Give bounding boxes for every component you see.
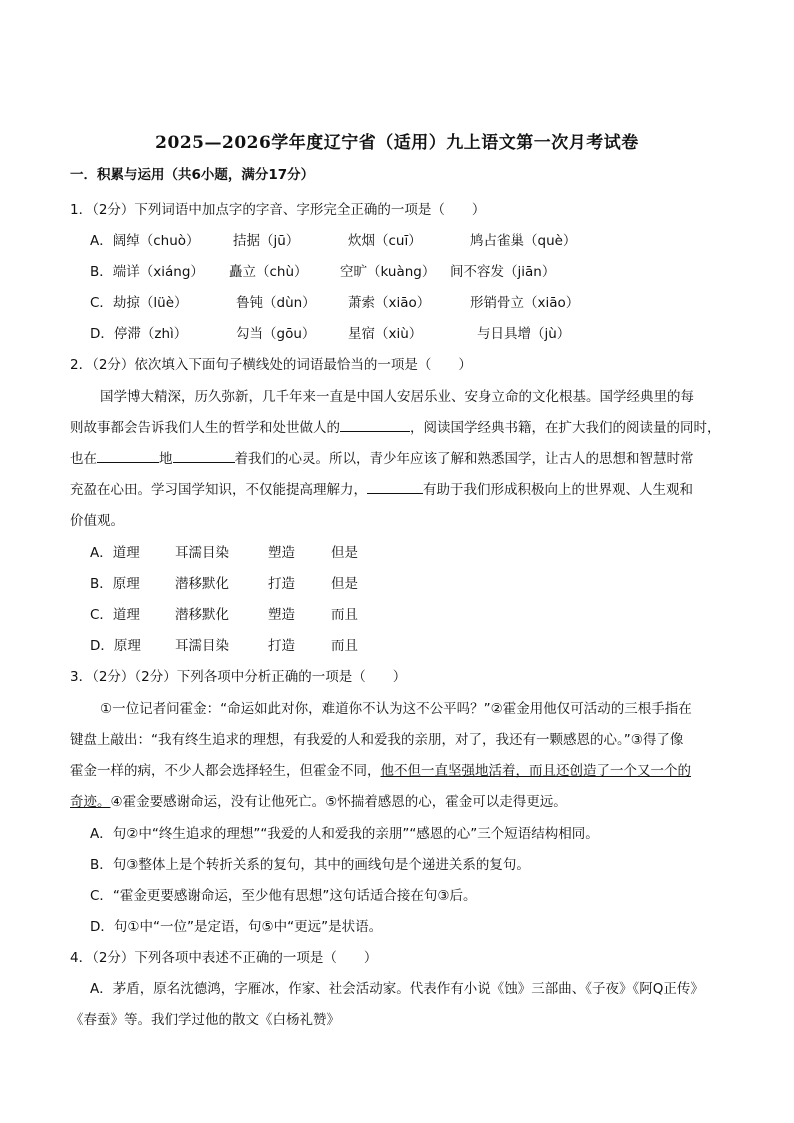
q1-option-c-1: C．劫掠（lüè）	[90, 295, 188, 311]
q2-passage-line-3	[70, 447, 730, 467]
q2-option-a-2: 耳濡目染	[175, 545, 229, 561]
q2-passage-text: 着我们的心灵。所以，青少年应该了解和熟悉国学，让古人的思想和智慧时常	[234, 451, 694, 467]
question-3-stem: 3．（2分）（2分）下列各项中分析正确的一项是（ ）	[70, 669, 407, 685]
q4-option-a-line-1: A．茅盾，原名沈德鸿，字雁冰，作家、社会活动家。代表作有小说《蚀》三部曲、《子夜》《阿Q正传》	[90, 981, 704, 997]
question-2-stem: 2．（2分）依次填入下面句子横线处的词语最恰当的一项是（ ）	[70, 357, 472, 373]
q2-option-c-4: 而且	[331, 607, 358, 623]
q2-passage-text: 充盈在心田。学习国学知识，不仅能提高理解力，	[70, 482, 367, 498]
q3-passage-line-1: ①一位记者问霍金：“命运如此对你，难道你不认为这不公平吗？”②霍金用他仅可活动的三根手指在	[100, 701, 692, 717]
q1-option-c-2: 鲁钝（dùn）	[236, 295, 316, 311]
fill-blank-1	[340, 419, 410, 432]
q4-option-a-line-2: 《春蚕》等。我们学过他的散文《白杨礼赞》	[70, 1012, 340, 1028]
q1-option-d-2: 勾当（gōu）	[236, 326, 316, 342]
q3-passage-line-3	[70, 759, 730, 779]
q2-option-b-4: 但是	[331, 576, 358, 592]
q3-option-b: B．句③整体上是个转折关系的复句，其中的画线句是个递进关系的复句。	[90, 857, 530, 873]
q2-passage-line-2	[70, 416, 730, 436]
q2-passage-text: ，阅读国学经典书籍，在扩大我们的阅读量的同时，	[410, 420, 721, 436]
q1-option-a-4: 鸠占雀巢（què）	[470, 233, 577, 249]
q1-option-b-1: B．端详（xiáng）	[90, 264, 204, 280]
q1-option-c-3: 萧索（xiāo）	[348, 295, 431, 311]
q2-option-d-1: D．原理	[90, 638, 141, 654]
q2-passage-line-1: 国学博大精深，历久弥新，几千年来一直是中国人安居乐业、安身立命的文化根基。国学经典里的每	[100, 389, 694, 405]
question-1-stem: 1．（2分）下列词语中加点字的字音、字形完全正确的一项是（ ）	[70, 202, 486, 218]
q2-option-c-1: C．道理	[90, 607, 140, 623]
q2-option-c-2: 潜移默化	[175, 607, 229, 623]
q1-option-c-4: 形销骨立（xiāo）	[470, 295, 580, 311]
q3-passage-text: ④霍金要感谢命运，没有让他死亡。⑤怀揣着感恩的心，霍金可以走得更远。	[110, 794, 567, 810]
q2-passage-text: 有助于我们形成积极向上的世界观、人生观和	[423, 482, 693, 498]
q2-option-a-1: A．道理	[90, 545, 140, 561]
q2-passage-text: 也在	[70, 451, 97, 467]
fill-blank-2	[97, 450, 159, 463]
q2-option-b-1: B．原理	[90, 576, 140, 592]
q2-passage-text: 则故事都会告诉我们人生的哲学和处世做人的	[70, 420, 340, 436]
q3-passage-text: 霍金一样的病，不少人都会选择轻生，但霍金不同，	[70, 763, 381, 779]
q2-passage-line-4	[70, 478, 730, 498]
q3-passage-line-2: 键盘上敲出：“我有终生追求的理想，有我爱的人和爱我的亲朋，对了，我还有一颗感恩的心。”③得了像	[70, 732, 684, 748]
q1-option-d-4: 与日具增（jù）	[477, 326, 571, 342]
q2-option-c-3: 塑造	[268, 607, 295, 623]
q2-option-a-4: 但是	[331, 545, 358, 561]
fill-blank-3	[173, 450, 235, 463]
q3-option-c: C．“霍金更要感谢命运，至少他有思想”这句话适合接在句③后。	[90, 888, 477, 904]
q1-option-a-3: 炊烟（cuī）	[348, 233, 422, 249]
q1-option-b-3: 空旷（kuàng）	[340, 264, 436, 280]
q1-option-b-2: 矗立（chù）	[229, 264, 308, 280]
q2-option-d-4: 而且	[331, 638, 358, 654]
q1-option-a-2: 拮据（jū）	[233, 233, 300, 249]
q3-option-a: A．句②中“终生追求的理想”“我爱的人和爱我的亲朋”“感恩的心”三个短语结构相同。	[90, 826, 599, 842]
page-title: 2025—2026学年度辽宁省（适用）九上语文第一次月考试卷	[155, 133, 639, 153]
fill-blank-4	[367, 481, 423, 494]
q2-option-b-2: 潜移默化	[175, 576, 229, 592]
q2-passage-line-5: 价值观。	[70, 513, 124, 529]
q2-option-a-3: 塑造	[268, 545, 295, 561]
q1-option-d-3: 星宿（xiù）	[348, 326, 423, 342]
q3-underlined-sentence: 奇迹。	[70, 794, 111, 810]
q1-option-a-1: A．阔绰（chuò）	[90, 233, 200, 249]
q3-passage-line-4	[70, 790, 730, 810]
q1-option-b-4: 间不容发（jiān）	[450, 264, 556, 280]
q2-passage-text: 地	[159, 451, 173, 467]
q2-option-d-3: 打造	[268, 638, 295, 654]
q2-option-b-3: 打造	[268, 576, 295, 592]
section-heading: 一．积累与运用（共6小题，满分17分）	[70, 167, 315, 183]
q3-underlined-sentence: 他不但一直坚强地活着，而且还创造了一个又一个的	[380, 763, 691, 779]
q2-option-d-2: 耳濡目染	[175, 638, 229, 654]
q3-option-d: D．句①中“一位”是定语，句⑤中“更远”是状语。	[90, 919, 383, 935]
q1-option-d-1: D．停滞（zhì）	[90, 326, 188, 342]
question-4-stem: 4．（2分）下列各项中表述不正确的一项是（ ）	[70, 950, 378, 966]
